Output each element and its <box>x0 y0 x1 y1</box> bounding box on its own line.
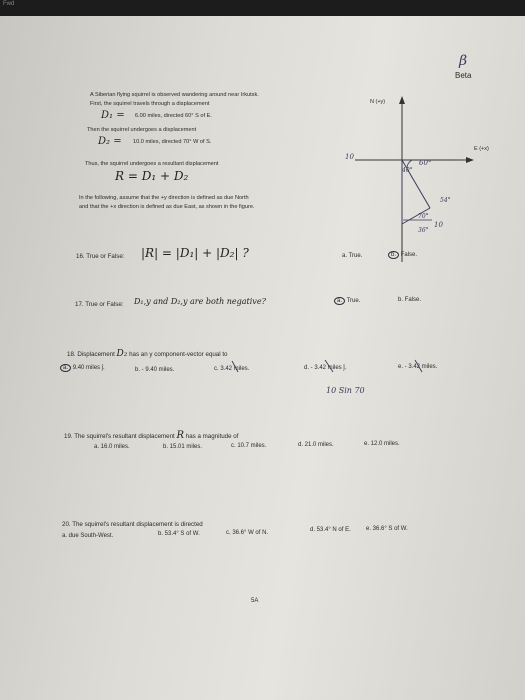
q16-option-b-text: False. <box>400 252 418 258</box>
y-axis-label: N (+y) <box>370 99 386 105</box>
q18-option-a-text: 9.40 miles ĵ. <box>72 365 105 371</box>
beta-label: Beta <box>455 71 472 80</box>
d2-symbol: D₂ = <box>98 136 122 147</box>
q17-option-a-text: True. <box>346 298 361 304</box>
q18-selected-mark: a. <box>60 364 71 372</box>
q20-option-d: d. 53.4° N of E. <box>310 527 351 533</box>
q18-handwritten-note: 10 Sin 70 <box>326 386 365 395</box>
d1-symbol: D₁ = <box>101 110 125 121</box>
r-equation: R = D₁ + D₂ <box>115 169 189 183</box>
q17-option-b: b. False. <box>398 297 422 303</box>
angle-60-label: 60° <box>419 159 432 167</box>
intro-line-6: and that the +x direction is defined as due East, as shown in the figure. <box>79 204 255 210</box>
angle-40-label: 40° <box>402 167 413 174</box>
note-54-label: 54° <box>440 197 451 204</box>
q18-option-d: d. - 3.42 miles ĵ. <box>304 365 347 371</box>
q20-option-b: b. 53.4° S of W. <box>158 531 200 537</box>
q20-option-c: c. 36.6° W of N. <box>226 530 269 536</box>
angle-36-label: 36° <box>418 227 429 234</box>
q16-label: 16. True or False: <box>76 253 125 260</box>
intro-line-5: In the following, assume that the +y direction is defined as due North <box>79 195 249 201</box>
q19-option-e: e. 12.0 miles. <box>364 441 400 447</box>
q17-selected-mark: a. <box>334 297 345 305</box>
intro-line-1: A Siberian flying squirrel is observed wandering around near Irkutsk. <box>90 92 259 98</box>
q20-option-a: a. due South-West. <box>62 533 114 539</box>
intro-line-2: First, the squirrel travels through a displacement <box>90 101 210 107</box>
q16-equation: |R| = |D₁| + |D₂| ? <box>141 246 249 260</box>
q18-stem-pre: 18. Displacement <box>67 351 115 358</box>
mark-10: 10 <box>434 221 443 229</box>
intro-line-4: Thus, the squirrel undergoes a resultant displacement <box>85 161 219 167</box>
corner-mark: Fwd <box>3 1 15 7</box>
intro-line-3: Then the squirrel undergoes a displacement <box>87 127 197 133</box>
d1-value: 6.00 miles, directed 60° S of E. <box>135 113 212 119</box>
q19-option-b: b. 15.01 miles. <box>163 444 203 450</box>
q19-stem-pre: 19. The squirrel's resultant displacement <box>64 433 175 440</box>
angle-70-label: 70° <box>418 213 429 220</box>
q19-option-a: a. 16.0 miles. <box>94 444 130 450</box>
q17-text: D₁,y and D₂,y are both negative? <box>134 297 266 306</box>
beta-symbol: β <box>459 53 468 69</box>
q18-option-c: c. 3.42 miles. <box>214 366 250 372</box>
q17-label: 17. True or False: <box>75 301 124 308</box>
d2-value: 10.0 miles, directed 70° W of S. <box>133 139 212 145</box>
page-number: 5A <box>251 598 259 604</box>
q18-option-e: e. - 3.42 miles. <box>398 364 438 370</box>
q16-option-a: a. True. <box>342 253 363 259</box>
q19-option-c: c. 10.7 miles. <box>231 443 267 449</box>
q18-stem-post: has an y component-vector equal to <box>129 351 228 358</box>
q20-stem: 20. The squirrel's resultant displacement is directed <box>62 521 203 528</box>
q18-stem-symbol: D₂ <box>116 349 128 359</box>
q18-option-b: b. - 9.40 miles. <box>135 367 175 373</box>
q19-stem-symbol: R <box>176 430 185 441</box>
q19-option-d: d. 21.0 miles. <box>298 442 334 448</box>
q20-option-e: e. 36.6° S of W. <box>366 526 408 532</box>
x-axis-label: E (+x) <box>474 146 489 152</box>
q16-selected-mark: b. <box>388 251 399 259</box>
q19-stem <box>64 431 238 441</box>
q19-stem-post: has a magnitude of <box>185 433 239 440</box>
mark-left: 10 <box>345 153 354 161</box>
